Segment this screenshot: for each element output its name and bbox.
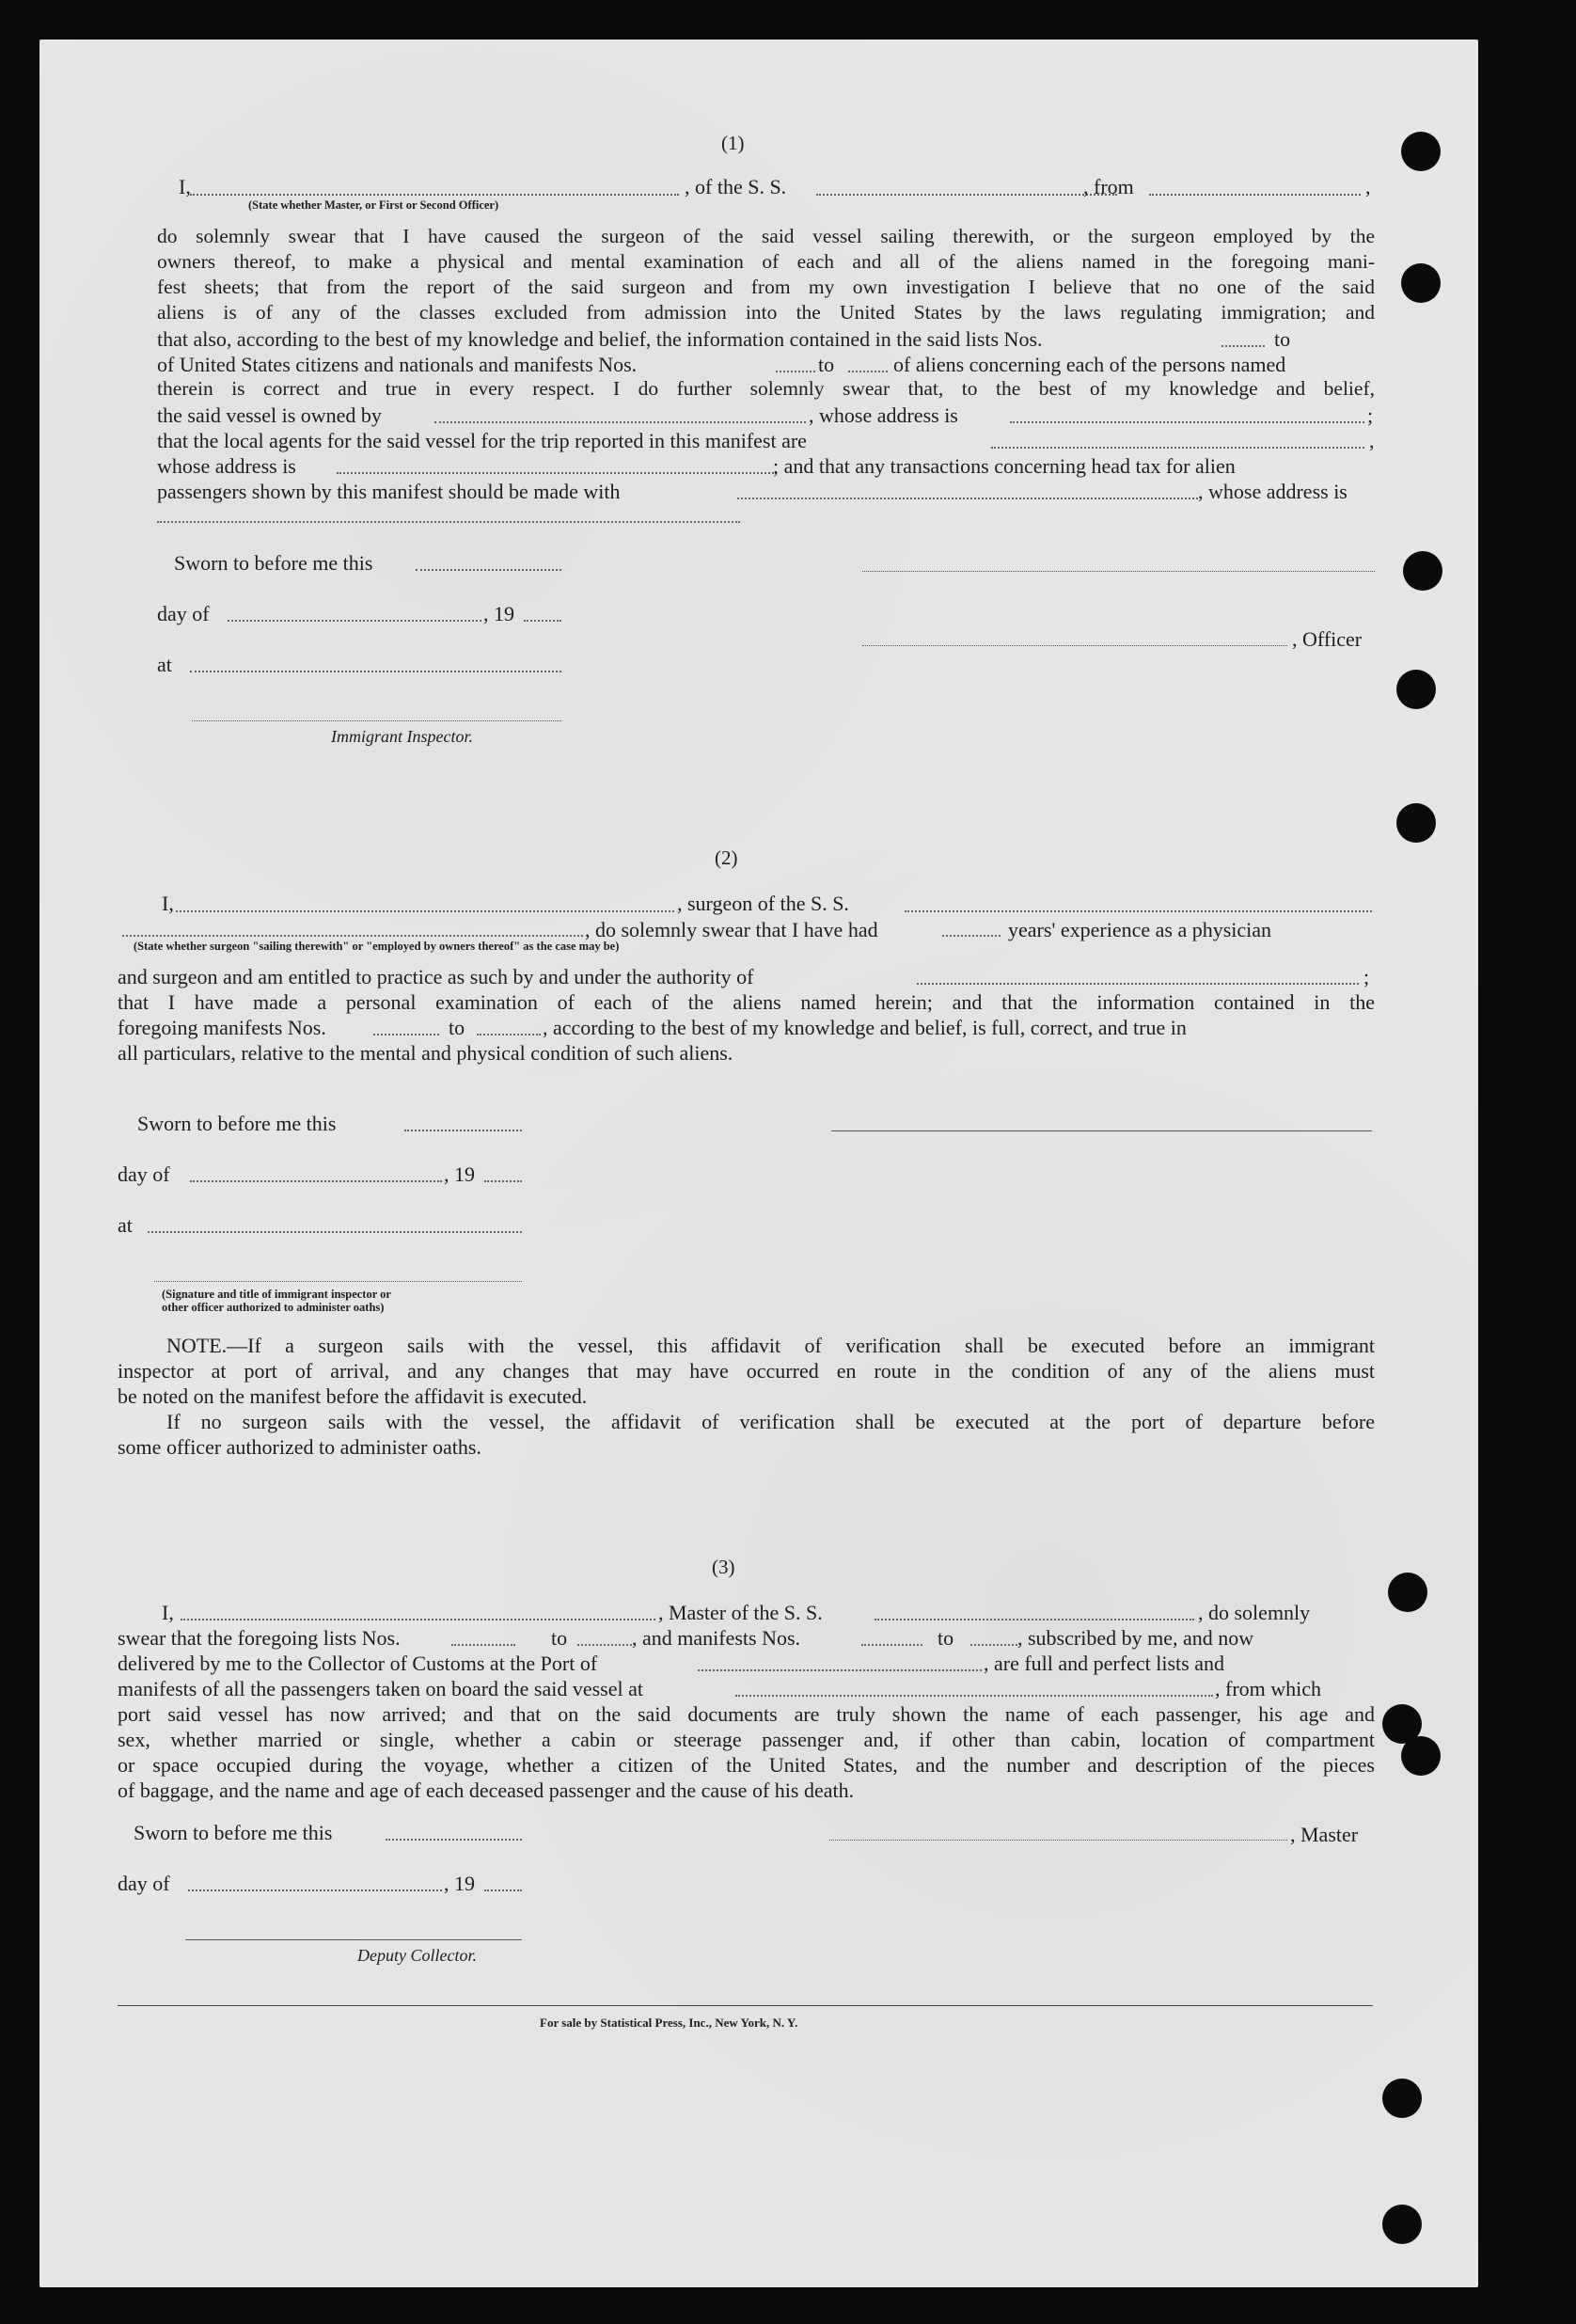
immigrant-inspector-caption: Immigrant Inspector. — [331, 727, 473, 746]
s2-line-6: all particulars, relative to the mental and physical condition of such aliens. — [118, 1041, 733, 1065]
s2-line-5c: , according to the best of my knowledge and belief, is full, correct, and true in — [543, 1016, 1187, 1039]
s3-year-field[interactable] — [484, 1889, 522, 1891]
owner-address-field[interactable] — [1010, 421, 1364, 423]
punch-hole — [1396, 803, 1436, 843]
surgeon-signature-line[interactable] — [831, 1130, 1372, 1131]
s2-sworn-date-field[interactable] — [404, 1130, 522, 1131]
s3-do-solemnly-label: , do solemnly — [1198, 1601, 1311, 1624]
s3-l4a: manifests of all the passengers taken on board the said vessel at — [118, 1677, 644, 1700]
s3-l4b: , from which — [1215, 1677, 1322, 1700]
head-tax-agent-field[interactable] — [737, 498, 1198, 499]
s3-line-8: of baggage, and the name and age of each deceased passenger and the cause of his death. — [118, 1779, 855, 1802]
s3-l2b: to — [551, 1626, 568, 1650]
s3-manifests-to-field[interactable] — [970, 1644, 1017, 1646]
s2-year-label: , 19 — [444, 1162, 475, 1186]
boarding-port-field[interactable] — [735, 1695, 1213, 1697]
s2-line-4: that I have made a personal examination of each of the aliens named herein; and that the information contained in the — [118, 990, 1375, 1014]
s2-at-field[interactable] — [148, 1231, 522, 1233]
punch-hole — [1396, 670, 1436, 709]
s3-l2d: to — [938, 1626, 954, 1650]
officer-name-field[interactable] — [190, 194, 679, 196]
years-experience-field[interactable] — [942, 935, 1001, 937]
s2-line-3b: ; — [1363, 965, 1370, 988]
surgeon-name-field[interactable] — [176, 910, 674, 912]
note-line-1: NOTE.—If a surgeon sails with the vessel, this affidavit of verification shall be executed before an immigrant — [166, 1334, 1375, 1357]
note-line-5: some officer authorized to administer oaths. — [118, 1435, 481, 1459]
s3-manifests-from-field[interactable] — [861, 1644, 922, 1646]
s3-l2a: swear that the foregoing lists Nos. — [118, 1626, 401, 1650]
s1-manifest-to-field[interactable] — [848, 371, 888, 372]
s3-line-6: sex, whether married or single, whether a cabin or steerage passenger and, if other than cabin, location of compartment — [118, 1728, 1375, 1751]
s1-line-9b: , — [1369, 429, 1375, 452]
s1-day-of-label: day of — [157, 602, 210, 625]
s1-line-1: do solemnly swear that I have caused the surgeon of the said vessel sailing therewith, or the surgeon employed by the — [157, 225, 1375, 247]
s2-manifest-to-field[interactable] — [477, 1034, 541, 1036]
s3-i-label: I, — [162, 1601, 174, 1624]
s1-line-8b: , whose address is — [809, 403, 958, 427]
s3-sworn-label: Sworn to before me this — [134, 1821, 333, 1844]
s3-l2e: , subscribed by me, and now — [1017, 1626, 1254, 1650]
punch-hole — [1401, 1736, 1441, 1776]
s1-line-10a: whose address is — [157, 454, 296, 478]
s1-line-4: aliens is of any of the classes excluded from admission into the United States by the laws regulating immigration; and — [157, 301, 1375, 324]
s3-vessel-name-field[interactable] — [875, 1619, 1194, 1620]
s1-line-9a: that the local agents for the said vessel for the trip reported in this manifest are — [157, 429, 807, 452]
s1-comma: , — [1365, 175, 1371, 198]
punch-hole — [1401, 263, 1441, 303]
section-2-heading: (2) — [715, 846, 738, 869]
s2-sig-caption-1: (Signature and title of immigrant inspector or — [162, 1288, 391, 1301]
section-3-heading: (3) — [712, 1556, 735, 1578]
s1-day-of-field[interactable] — [228, 620, 481, 622]
s2-day-of-label: day of — [118, 1162, 170, 1186]
s3-lists-from-field[interactable] — [451, 1644, 515, 1646]
surgeon-status-caption: (State whether surgeon "sailing therewith" or "employed by owners thereof" as the case may be) — [134, 940, 620, 953]
s2-line-3a: and surgeon and am entitled to practice as such by and under the authority of — [118, 965, 754, 988]
agents-address-field[interactable] — [337, 472, 777, 474]
s2-years-label: years' experience as a physician — [1008, 918, 1272, 941]
authority-field[interactable] — [917, 983, 1359, 985]
section-1-heading: (1) — [721, 132, 745, 154]
s1-line-6c: of aliens concerning each of the persons named — [893, 353, 1286, 376]
s1-manifest-from-field[interactable] — [776, 371, 815, 372]
s2-line-5b: to — [449, 1016, 465, 1039]
s1-i-label: I, — [179, 175, 191, 198]
s1-lists-from-field[interactable] — [1221, 345, 1265, 347]
s3-l3b: , are full and perfect lists and — [984, 1652, 1224, 1675]
head-tax-address-field[interactable] — [157, 521, 740, 523]
s1-line-3: fest sheets; that from the report of the said surgeon and from my own investigation I believe that no one of the said — [157, 276, 1375, 298]
s1-line-6a: of United States citizens and nationals and manifests Nos. — [157, 353, 638, 376]
deputy-collector-caption: Deputy Collector. — [357, 1946, 477, 1965]
s1-line-11b: , whose address is — [1198, 480, 1347, 503]
printer-credit: For sale by Statistical Press, Inc., New York, N. Y. — [540, 2016, 798, 2030]
punch-hole — [1403, 551, 1442, 591]
officer-caption: (State whether Master, or First or Second Officer) — [248, 198, 499, 212]
master-signature-line[interactable] — [829, 1840, 1287, 1841]
punch-hole — [1382, 2205, 1422, 2244]
s1-line-2: owners thereof, to make a physical and mental examination of each and all of the aliens named in the foregoing mani- — [157, 250, 1375, 273]
s1-line-10b: ; and that any transactions concerning head tax for alien — [773, 454, 1236, 478]
s2-vessel-name-field[interactable] — [905, 910, 1372, 912]
s3-sworn-date-field[interactable] — [386, 1839, 522, 1841]
s1-officer-signature-line-1[interactable] — [862, 571, 1375, 572]
s1-sworn-date-field[interactable] — [416, 569, 561, 571]
s1-from-label: , from — [1083, 175, 1134, 198]
s1-sworn-label: Sworn to before me this — [174, 551, 373, 575]
s3-line-5: port said vessel has now arrived; and that on the said documents are truly shown the name of each passenger, his age and — [118, 1702, 1375, 1726]
s2-i-label: I, — [162, 892, 174, 915]
s2-sworn-label: Sworn to before me this — [137, 1112, 337, 1135]
s1-line-5a: that also, according to the best of my knowledge and belief, the information contained in the said lists Nos. — [157, 327, 1043, 351]
form-page — [39, 40, 1478, 2287]
punch-hole — [1388, 1573, 1427, 1612]
s2-line-5a: foregoing manifests Nos. — [118, 1016, 326, 1039]
punch-hole — [1382, 2079, 1422, 2118]
s2-day-of-field[interactable] — [190, 1180, 442, 1182]
s1-line-8a: the said vessel is owned by — [157, 403, 382, 427]
note-line-4: If no surgeon sails with the vessel, the affidavit of verification shall be executed at the port of departure before — [166, 1410, 1375, 1433]
s2-swear-label: , do solemnly swear that I have had — [585, 918, 878, 941]
s1-year-field[interactable] — [524, 620, 561, 622]
local-agents-field[interactable] — [991, 447, 1364, 449]
s1-year-label: , 19 — [483, 602, 514, 625]
s3-lists-to-field[interactable] — [577, 1644, 632, 1646]
s1-line-7: therein is correct and true in every respect. I do further solemnly swear that, to the best of my knowledge and belief, — [157, 377, 1375, 400]
s3-day-of-label: day of — [118, 1872, 170, 1895]
s3-master-of-label: , Master of the S. S. — [658, 1601, 823, 1624]
s1-inspector-signature-line[interactable] — [192, 720, 561, 721]
note-line-3: be noted on the manifest before the affidavit is executed. — [118, 1384, 588, 1408]
s1-from-port-field[interactable] — [1149, 194, 1361, 196]
s2-sig-caption-2: other officer authorized to administer oaths) — [162, 1301, 385, 1314]
s3-year-label: , 19 — [444, 1872, 475, 1895]
s1-officer-signature-line[interactable] — [862, 645, 1287, 646]
s2-inspector-signature-line[interactable] — [154, 1281, 522, 1282]
s1-line-6b: to — [818, 353, 835, 376]
s3-master-label: , Master — [1290, 1823, 1359, 1846]
s1-of-ss-label: , of the S. S. — [685, 175, 787, 198]
s3-line-7: or space occupied during the voyage, whether a citizen of the United States, and the number and description of the pieces — [118, 1753, 1375, 1777]
s2-manifest-from-field[interactable] — [373, 1034, 439, 1036]
s3-l3a: delivered by me to the Collector of Customs at the Port of — [118, 1652, 598, 1675]
s2-surgeon-of-label: , surgeon of the S. S. — [677, 892, 849, 915]
s3-day-of-field[interactable] — [188, 1889, 442, 1891]
s1-line-11a: passengers shown by this manifest should be made with — [157, 480, 621, 503]
note-line-2: inspector at port of arrival, and any changes that may have occurred en route in the condition of any of the aliens must — [118, 1359, 1375, 1383]
port-field[interactable] — [698, 1669, 982, 1671]
s1-line-5b: to — [1274, 327, 1291, 351]
s1-at-label: at — [157, 653, 172, 676]
deputy-collector-signature-line[interactable] — [185, 1939, 522, 1940]
s1-line-8c: ; — [1367, 403, 1374, 427]
surgeon-status-field[interactable] — [122, 935, 583, 937]
s2-year-field[interactable] — [484, 1180, 522, 1182]
vessel-owner-field[interactable] — [434, 421, 806, 423]
master-name-field[interactable] — [181, 1619, 655, 1620]
s1-at-field[interactable] — [190, 671, 561, 672]
footer-divider — [118, 2005, 1373, 2006]
s3-l2c: , and manifests Nos. — [632, 1626, 801, 1650]
s2-at-label: at — [118, 1213, 133, 1237]
s1-officer-label: , Officer — [1292, 627, 1363, 651]
s1-vessel-name-field[interactable] — [816, 194, 1117, 196]
punch-hole — [1401, 132, 1441, 171]
